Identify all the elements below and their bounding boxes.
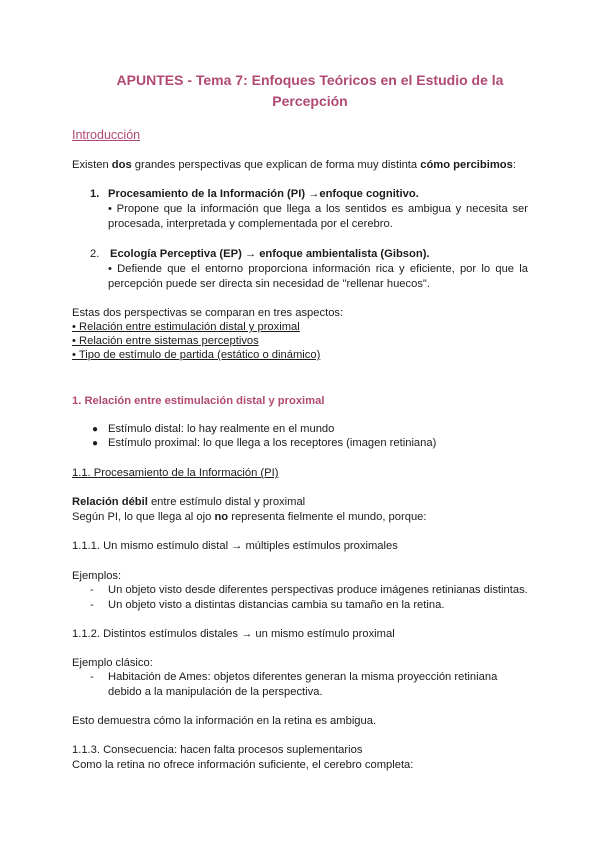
intro-text-mid: grandes perspectivas que explican de forma muy distinta (131, 159, 421, 171)
subsection-1-1-3: 1.1.3. Consecuencia: hacen falta procesos suplementarios (72, 744, 363, 756)
section-1-heading: 1. Relación entre estimulación distal y proximal (72, 395, 325, 407)
dash-bullet: - (90, 599, 94, 611)
item-1-heading: Procesamiento de la Información (PI) →enfoque cognitivo. (108, 188, 419, 200)
aspect-3: • Tipo de estímulo de partida (estático o dinámico) (72, 349, 321, 361)
weak-relation-line (72, 495, 305, 510)
examples-label: Ejemplos: (72, 570, 122, 582)
according-bold-no: no (214, 511, 229, 523)
subsection-1-1-2: 1.1.2. Distintos estímulos distales → un mismo estímulo proximal (72, 628, 395, 640)
intro-paragraph (72, 158, 516, 173)
bullet-dot-icon: ● (92, 424, 99, 435)
item-2-heading: Ecología Perceptiva (EP) → enfoque ambientalista (Gibson). (110, 248, 430, 260)
retina-completion-line: Como la retina no ofrece información suficiente, el cerebro completa: (72, 759, 414, 771)
item-1-description: • Propone que la información que llega a los sentidos es ambigua y necesita ser procesada, interpretada y complementada por el cerebro. (108, 203, 528, 230)
conclusion-line: Esto demuestra cómo la información en la retina es ambigua. (72, 715, 377, 727)
classic-example-line-2: debido a la manipulación de la perspectiva. (108, 686, 323, 698)
stimulus-proximal: Estímulo proximal: lo que llega a los receptores (imagen retiniana) (108, 437, 437, 449)
classic-example-label: Ejemplo clásico: (72, 657, 153, 669)
example-1: Un objeto visto desde diferentes perspectivas produce imágenes retinianas distintas. (108, 584, 528, 596)
weak-relation-rest: entre estímulo distal y proximal (147, 496, 306, 508)
stimulus-distal: Estímulo distal: lo hay realmente en el mundo (108, 423, 335, 435)
document-title-line-2: Percepción (272, 93, 348, 109)
weak-relation-bold: Relación débil (72, 496, 148, 508)
compare-intro: Estas dos perspectivas se comparan en tres aspectos: (72, 307, 344, 319)
document-title-line-1: APUNTES - Tema 7: Enfoques Teóricos en el Estudio de la (116, 72, 504, 88)
according-pi-line (72, 510, 427, 525)
example-2: Un objeto visto a distintas distancias cambia su tamaño en la retina. (108, 599, 445, 611)
classic-example-line-1: Habitación de Ames: objetos diferentes generan la misma proyección retiniana (108, 671, 498, 683)
intro-bold-como-percibimos: cómo percibimos (420, 159, 513, 171)
introduction-heading: Introducción (72, 128, 141, 142)
item-2-description: • Defiende que el entorno proporciona información rica y eficiente, por lo que la percepción puede ser directa sin necesidad de "rellenar huecos". (108, 263, 528, 290)
intro-text-pre: Existen (72, 159, 112, 171)
subsection-1-1: 1.1. Procesamiento de la Información (PI) (72, 467, 279, 479)
intro-text-post: : (512, 159, 516, 171)
intro-bold-dos: dos (111, 159, 132, 171)
aspect-1: • Relación entre estimulación distal y proximal (72, 321, 300, 333)
bullet-dot-icon: ● (92, 438, 99, 449)
subsection-1-1-1: 1.1.1. Un mismo estímulo distal → múltiples estímulos proximales (72, 540, 398, 552)
item-2-number: 2. (90, 248, 100, 260)
dash-bullet: - (90, 584, 94, 596)
item-1-number: 1. (90, 188, 100, 200)
aspect-2: • Relación entre sistemas perceptivos (72, 335, 259, 347)
according-post: representa fielmente el mundo, porque: (228, 511, 427, 523)
dash-bullet: - (90, 671, 94, 683)
according-pre: Según PI, lo que llega al ojo (72, 511, 215, 523)
